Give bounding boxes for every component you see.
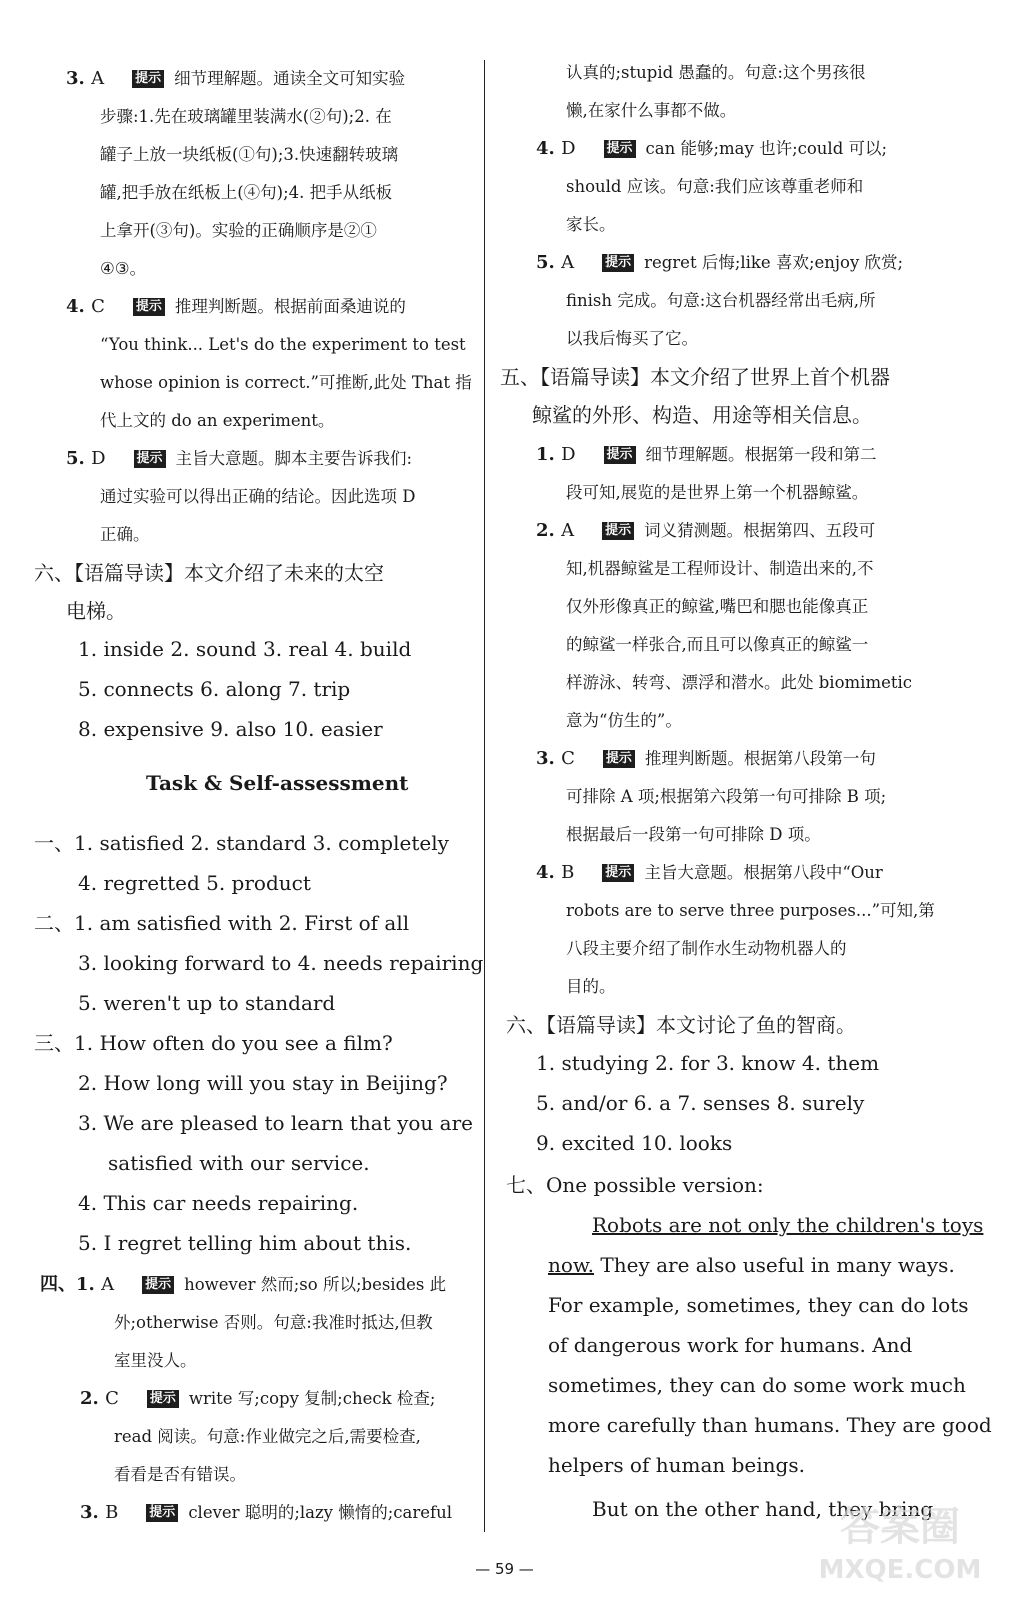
question-number: 四、1. [40, 1274, 102, 1295]
right-line: 段可知,展览的是世界上第一个机器鲸鲨。 [566, 483, 869, 502]
left-line: 2. How long will you stay in Beijing? [78, 1071, 448, 1095]
left-line: ④③。 [100, 259, 147, 278]
hint-text: 细节理解题。根据第一段和第二 [645, 445, 877, 464]
right-line: sometimes, they can do some work much [548, 1373, 966, 1397]
right-line [536, 860, 883, 886]
left-line: 上拿开(③句)。实验的正确顺序是②① [100, 221, 377, 240]
page-number: — 59 — [475, 1560, 534, 1578]
right-line: 样游泳、转弯、漂浮和潜水。此处 biomimetic [566, 673, 913, 692]
right-line: 的鲸鲨一样张合,而且可以像真正的鲸鲨一 [566, 635, 869, 654]
svg-text:答案圈: 答案圈 [840, 1504, 960, 1550]
right-line: 七、One possible version: [506, 1173, 764, 1197]
left-line: 4. regretted 5. product [78, 871, 311, 895]
right-line: of dangerous work for humans. And [548, 1333, 913, 1357]
left-line: 罐子上放一块纸板(①句);3.快速翻转玻璃 [100, 145, 399, 164]
answer-letter: B [105, 1502, 119, 1523]
hint-text: 词义猜测题。根据第四、五段可 [644, 521, 876, 540]
left-line: 二、1. am satisfied with 2. First of all [34, 911, 410, 935]
right-line: 5. and/or 6. a 7. senses 8. surely [536, 1091, 865, 1115]
right-line: 以我后悔买了它。 [566, 329, 698, 348]
hint-text: 细节理解题。通读全文可知实验 [174, 69, 406, 88]
right-line: 9. excited 10. looks [536, 1131, 733, 1155]
right-line: 目的。 [566, 977, 616, 996]
question-number: 4. [66, 296, 92, 317]
answer-letter: B [561, 862, 575, 883]
hint-text: regret 后悔;like 喜欢;enjoy 欣赏; [644, 253, 904, 272]
left-line: 三、1. How often do you see a film? [34, 1031, 393, 1055]
left-line: 5. weren't up to standard [78, 991, 336, 1015]
right-line: 五、【语篇导读】本文介绍了世界上首个机器 [500, 365, 890, 389]
right-line [536, 136, 887, 162]
question-number: 2. [536, 520, 562, 541]
left-line [80, 1386, 435, 1412]
hint-badge: 提示 [603, 750, 635, 768]
left-line [66, 66, 405, 92]
right-line: 根据最后一段第一句可排除 D 项。 [566, 825, 821, 844]
right-line: finish 完成。句意:这台机器经常出毛病,所 [566, 291, 876, 310]
left-line: 8. expensive 9. also 10. easier [78, 717, 383, 741]
left-line: 4. This car needs repairing. [78, 1191, 359, 1215]
answer-letter: D [561, 138, 576, 159]
hint-text: can 能够;may 也许;could 可以; [645, 139, 888, 158]
hint-text: clever 聪明的;lazy 懒惰的;careful [188, 1503, 453, 1522]
question-number: 4. [536, 138, 562, 159]
question-number: 3. [80, 1502, 106, 1523]
right-line: more carefully than humans. They are good [548, 1413, 992, 1437]
left-line: 5. I regret telling him about this. [78, 1231, 412, 1255]
left-line: 六、【语篇导读】本文介绍了未来的太空 [34, 561, 384, 585]
left-line: “You think... Let's do the experiment to test [100, 335, 466, 354]
answer-letter: D [561, 444, 576, 465]
answer-letter: C [561, 748, 575, 769]
answer-letter: A [561, 520, 575, 541]
left-line: read 阅读。句意:作业做完之后,需要检查, [114, 1427, 421, 1446]
left-line: whose opinion is correct.”可推断,此处 That 指 [100, 373, 472, 392]
left-line: 3. looking forward to 4. needs repairing [78, 951, 484, 975]
question-number: 1. [536, 444, 562, 465]
right-line: 1. studying 2. for 3. know 4. them [536, 1051, 880, 1075]
hint-text: write 写;copy 复制;check 检查; [188, 1389, 436, 1408]
answer-letter: C [105, 1388, 119, 1409]
question-number: 5. [66, 448, 92, 469]
question-number: 3. [66, 68, 92, 89]
question-number: 2. [80, 1388, 106, 1409]
hint-badge: 提示 [132, 70, 164, 88]
left-line: 正确。 [100, 525, 150, 544]
right-line [536, 518, 875, 544]
right-line: 家长。 [566, 215, 616, 234]
right-line: Robots are not only the children's toys [592, 1213, 984, 1237]
right-line [536, 746, 876, 772]
hint-text: 推理判断题。根据第八段第一句 [644, 749, 876, 768]
left-line: 代上文的 do an experiment。 [100, 411, 335, 430]
answer-letter: A [561, 252, 575, 273]
right-line: But on the other hand, they bring [592, 1497, 934, 1521]
answer-letter: A [101, 1274, 115, 1295]
left-line: 3. We are pleased to learn that you are [78, 1111, 473, 1135]
left-line [66, 446, 412, 472]
left-line: 电梯。 [66, 599, 126, 623]
text-segment: now. [548, 1253, 595, 1277]
right-line: For example, sometimes, they can do lots [548, 1293, 969, 1317]
right-line: 知,机器鲸鲨是工程师设计、制造出来的,不 [566, 559, 874, 578]
right-line: 八段主要介绍了制作水生动物机器人的 [566, 939, 847, 958]
left-line: 室里没人。 [114, 1351, 197, 1370]
question-number: 3. [536, 748, 562, 769]
right-line [536, 250, 903, 276]
hint-badge: 提示 [602, 864, 634, 882]
right-line: 鲸鲨的外形、构造、用途等相关信息。 [532, 403, 872, 427]
left-line: 一、1. satisfied 2. standard 3. completely [34, 831, 449, 855]
right-line: 六、【语篇导读】本文讨论了鱼的智商。 [506, 1013, 856, 1037]
left-line [66, 294, 406, 320]
right-line: 仅外形像真正的鲸鲨,嘴巴和腮也能像真正 [566, 597, 869, 616]
hint-badge: 提示 [146, 1504, 178, 1522]
watermark-logo [800, 1490, 1000, 1590]
right-line: 认真的;stupid 愚蠢的。句意:这个男孩很 [566, 63, 866, 82]
answer-letter: D [91, 448, 106, 469]
hint-text: 主旨大意题。根据第八段中“Our [644, 863, 883, 882]
right-line: should 应该。句意:我们应该尊重老师和 [566, 177, 864, 196]
right-line: helpers of human beings. [548, 1453, 805, 1477]
column-divider [484, 60, 485, 1532]
left-line: 5. connects 6. along 7. trip [78, 677, 351, 701]
hint-badge: 提示 [602, 254, 634, 272]
answer-letter: C [91, 296, 105, 317]
right-line: 意为“仿生的”。 [566, 711, 682, 730]
left-line: Task & Self-assessment [146, 771, 409, 795]
hint-badge: 提示 [604, 446, 636, 464]
hint-text: 主旨大意题。脚本主要告诉我们: [175, 449, 413, 468]
left-line [40, 1272, 446, 1298]
hint-badge: 提示 [134, 450, 166, 468]
hint-badge: 提示 [133, 298, 165, 316]
hint-badge: 提示 [142, 1276, 174, 1294]
left-line: 通过实验可以得出正确的结论。因此选项 D [100, 487, 416, 506]
right-line: robots are to serve three purposes...”可知,第 [566, 901, 935, 920]
left-line: 看看是否有错误。 [114, 1465, 246, 1484]
watermark-text: MXQE.COM [818, 1555, 982, 1585]
right-line [536, 442, 877, 468]
text-segment: They are also useful in many ways. [594, 1253, 955, 1277]
left-line: satisfied with our service. [108, 1151, 370, 1175]
hint-badge: 提示 [602, 522, 634, 540]
left-line: 1. inside 2. sound 3. real 4. build [78, 637, 412, 661]
left-line: 步骤:1.先在玻璃罐里装满水(②句);2. 在 [100, 107, 392, 126]
hint-badge: 提示 [604, 140, 636, 158]
hint-text: however 然而;so 所以;besides 此 [184, 1275, 447, 1294]
question-number: 4. [536, 862, 562, 883]
question-number: 5. [536, 252, 562, 273]
right-line: 懒,在家什么事都不做。 [566, 101, 737, 120]
left-line [80, 1500, 452, 1526]
answer-letter: A [91, 68, 105, 89]
left-line: 罐,把手放在纸板上(④句);4. 把手从纸板 [100, 183, 393, 202]
right-line [548, 1252, 955, 1278]
hint-text: 推理判断题。根据前面桑迪说的 [174, 297, 406, 316]
left-line: 外;otherwise 否则。句意:我准时抵达,但教 [114, 1313, 433, 1332]
hint-badge: 提示 [147, 1390, 179, 1408]
right-line: 可排除 A 项;根据第六段第一句可排除 B 项; [566, 787, 887, 806]
